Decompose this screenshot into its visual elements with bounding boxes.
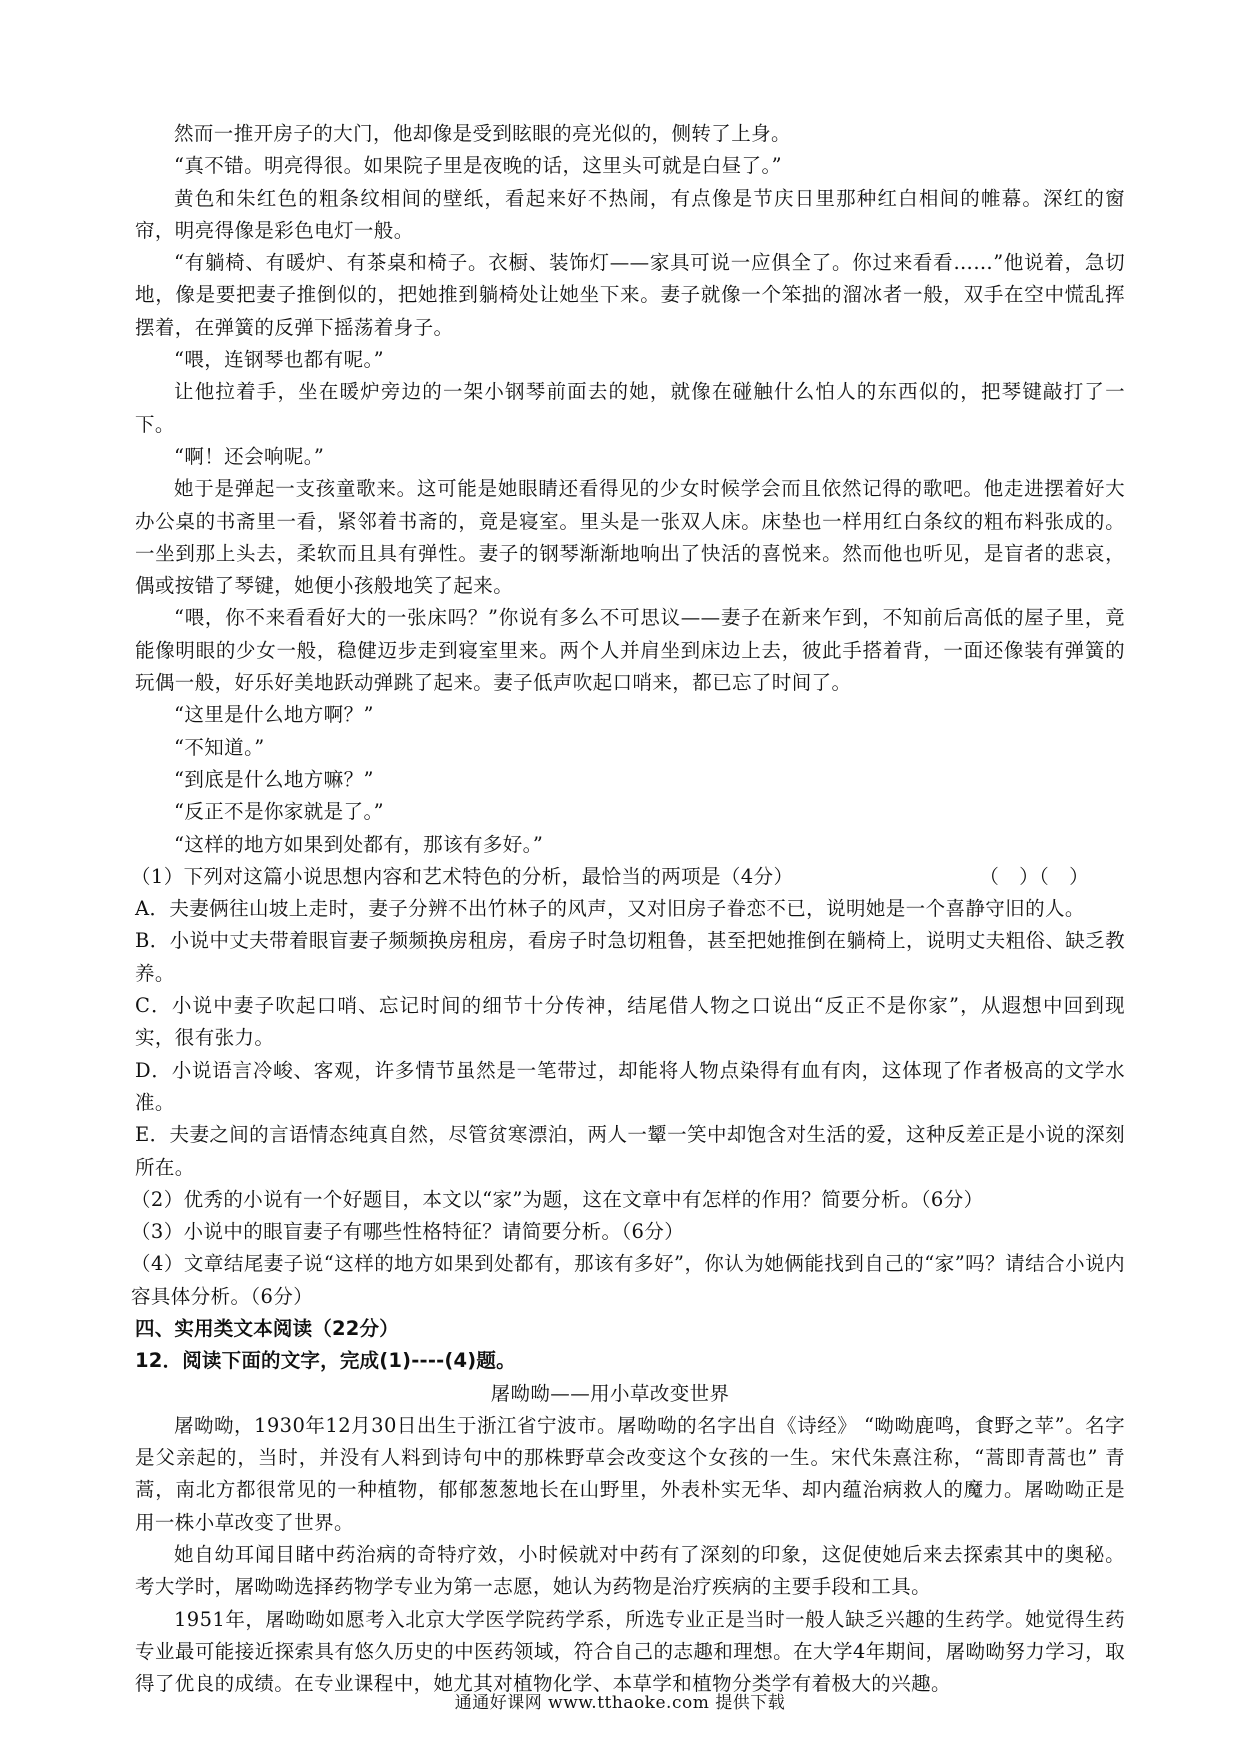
- story-paragraph: “喂，连钢琴也都有呢。”: [174, 348, 384, 372]
- section-heading: 四、实用类文本阅读（22分）: [135, 1316, 399, 1340]
- article-paragraph: 她自幼耳闻目睹中药治病的奇特疗效，小时候就对中药有了深刻的印象，这促使她后来去探索其中的奥秘。考大学时，屠呦呦选择药物学专业为第一志愿，她认为药物是治疗疾病的主要手段和工具。: [135, 1543, 1125, 1599]
- option-c: C．小说中妻子吹起口哨、忘记时间的细节十分传神，结尾借人物之口说出“反正不是你家”，从遐想中回到现实，很有张力。: [135, 994, 1125, 1050]
- story-paragraph: “到底是什么地方嘛？”: [174, 767, 374, 791]
- article-paragraph: 屠呦呦，1930年12月30日出生于浙江省宁波市。屠呦呦的名字出自《诗经》 “呦呦鹿鸣，食野之苹”。名字是父亲起的，当时，并没有人料到诗句中的那株野草会改变这个女孩的一生。宋代朱熹注称，“蒿即青蒿也” 青蒿，南北方都很常见的一种植物，郁郁葱葱地长在山野里，外表朴实无华、却内蕴治病救人的魔力。屠呦呦正是用一株小草改变了世界。: [135, 1413, 1125, 1534]
- story-paragraph: “反正不是你家就是了。”: [174, 800, 384, 824]
- story-paragraph: “这样的地方如果到处都有，那该有多好。”: [174, 832, 544, 856]
- question-1-text: （1）下列对这篇小说思想内容和艺术特色的分析，最恰当的两项是（4分）: [131, 864, 794, 888]
- article-title: 屠呦呦——用小草改变世界: [490, 1381, 730, 1405]
- story-paragraph: “不知道。”: [174, 735, 265, 759]
- option-d: D．小说语言冷峻、客观，许多情节虽然是一笔带过，却能将人物点染得有血有肉，这体现了作者极高的文学水准。: [135, 1058, 1125, 1114]
- option-e: E．夫妻之间的言语情态纯真自然，尽管贫寒漂泊，两人一颦一笑中却饱含对生活的爱，这种反差正是小说的深刻所在。: [135, 1123, 1125, 1179]
- question-1: [131, 861, 1125, 893]
- answer-blanks: （ ）（ ）: [979, 864, 1089, 888]
- story-paragraph: “有躺椅、有暖炉、有茶桌和椅子。衣橱、装饰灯——家具可说一应俱全了。你过来看看……”他说着，急切地，像是要把妻子推倒似的，把她推到躺椅处让她坐下来。妻子就像一个笨拙的溜冰者一般，双手在空中慌乱挥摆着，在弹簧的反弹下摇荡着身子。: [135, 251, 1125, 339]
- option-b: B．小说中丈夫带着眼盲妻子频频换房租房，看房子时急切粗鲁，甚至把她推倒在躺椅上，说明丈夫粗俗、缺乏教养。: [135, 929, 1125, 985]
- story-paragraph: 黄色和朱红色的粗条纹相间的壁纸，看起来好不热闹，有点像是节庆日里那种红白相间的帷幕。深红的窗帘，明亮得像是彩色电灯一般。: [135, 186, 1125, 242]
- story-paragraph: “啊！还会响呢。”: [174, 444, 325, 468]
- article-paragraph: 1951年，屠呦呦如愿考入北京大学医学院药学系，所选专业正是当时一般人缺乏兴趣的生药学。她觉得生药专业最可能接近探索具有悠久历史的中医药领域，符合自己的志趣和理想。在大学4年期间，屠呦呦努力学习，取得了优良的成绩。在专业课程中，她尤其对植物化学、本草学和植物分类学有着极大的兴趣。: [135, 1607, 1125, 1696]
- story-paragraph: 让他拉着手，坐在暖炉旁边的一架小钢琴前面去的她，就像在碰触什么怕人的东西似的，把琴键敲打了一下。: [135, 380, 1125, 436]
- story-paragraph: “喂，你不来看看好大的一张床吗？”你说有多么不可思议——妻子在新来乍到，不知前后高低的屋子里，竟能像明眼的少女一般，稳健迈步走到寝室里来。两个人并肩坐到床边上去，彼此手搭着背，一面还像装有弹簧的玩偶一般，好乐好美地跃动弹跳了起来。妻子低声吹起口哨来，都已忘了时间了。: [135, 606, 1125, 695]
- question-12-heading: 12．阅读下面的文字，完成(1)----(4)题。: [135, 1349, 516, 1373]
- story-paragraph: “真不错。明亮得很。如果院子里是夜晚的话，这里头可就是白昼了。”: [174, 154, 782, 178]
- question-3: （3）小说中的眼盲妻子有哪些性格特征？请简要分析。（6分）: [131, 1220, 685, 1244]
- document-body: [131, 118, 1125, 1701]
- question-4: （4）文章结尾妻子说“这样的地方如果到处都有，那该有多好”，你认为她俩能找到自己的“家”吗？请结合小说内容具体分析。（6分）: [131, 1252, 1125, 1308]
- option-a: A．夫妻俩往山坡上走时，妻子分辨不出竹林子的风声，又对旧房子眷恋不已，说明她是一个喜静守旧的人。: [135, 897, 1085, 921]
- page-footer: 通通好课网 www.tthaoke.com 提供下载: [454, 1693, 786, 1713]
- story-paragraph: 她于是弹起一支孩童歌来。这可能是她眼睛还看得见的少女时候学会而且依然记得的歌吧。他走进摆着好大办公桌的书斋里一看，紧邻着书斋的，竟是寝室。里头是一张双人床。床垫也一样用红白条纹的粗布料张成的。一坐到那上头去，柔软而且具有弹性。妻子的钢琴渐渐地响出了快活的喜悦来。然而他也听见，是盲者的悲哀，偶或按错了琴键，她便小孩般地笑了起来。: [135, 477, 1125, 598]
- story-paragraph: “这里是什么地方啊？”: [174, 703, 374, 727]
- question-2: （2）优秀的小说有一个好题目，本文以“家”为题，这在文章中有怎样的作用？简要分析。（6分）: [131, 1187, 984, 1211]
- story-paragraph: 然而一推开房子的大门，他却像是受到眩眼的亮光似的，侧转了上身。: [174, 122, 791, 145]
